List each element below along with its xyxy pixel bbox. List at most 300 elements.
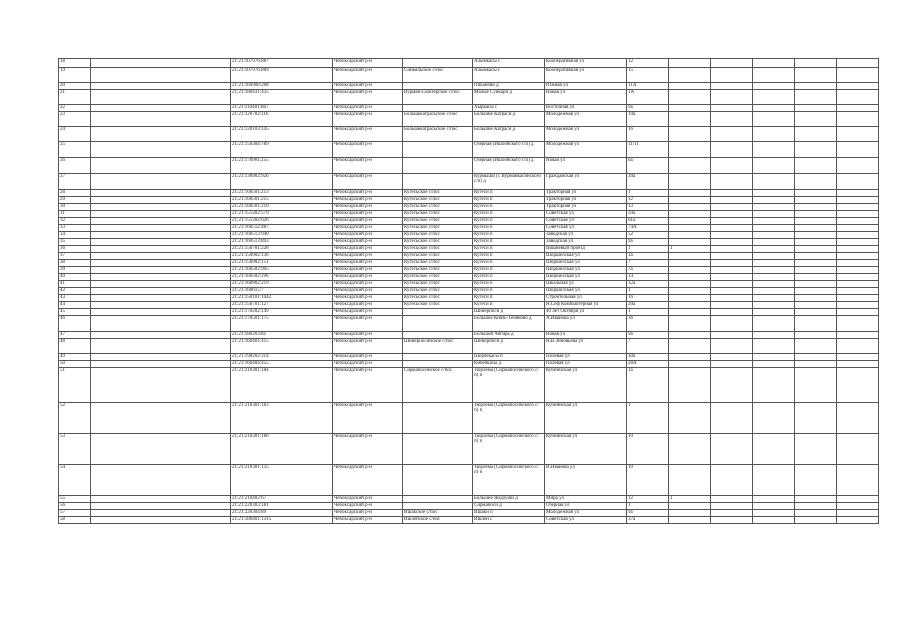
code-cell: 21:21:160502:196 [231, 274, 333, 281]
area-cell: Кугесьское с/пос [403, 190, 473, 197]
area-cell: Шинерпосинское с/пос [403, 339, 473, 354]
area-cell [403, 142, 473, 158]
empty-cell [753, 316, 795, 332]
empty-cell [711, 90, 753, 105]
empty-cell [837, 260, 879, 267]
empty-cell [753, 267, 795, 274]
empty-cell [753, 368, 795, 403]
data-table [58, 58, 879, 524]
empty-cell [837, 503, 879, 510]
empty-cell [91, 260, 231, 267]
house-cell: 36 [627, 316, 669, 332]
empty-cell [91, 83, 231, 90]
empty-cell [711, 295, 753, 302]
empty-cell [795, 309, 837, 316]
area-cell: Синьяльское с/пос [403, 68, 473, 83]
house-cell: 13 [627, 204, 669, 211]
area-cell: Вурман-Сюктерское с/пос [403, 90, 473, 105]
code-cell: 21:21:151202:626 [231, 218, 333, 225]
district-cell: Чебоксарский р-н [333, 218, 403, 225]
n-cell: 53 [59, 434, 91, 465]
settlement-cell: Озерная (Ишлейского с/п) д [473, 142, 545, 158]
street-cell: Молодежная ул [545, 112, 627, 127]
district-cell: Чебоксарский р-н [333, 246, 403, 253]
code-cell: 21:21:210301:184 [231, 368, 333, 403]
extra-cell [669, 274, 711, 281]
house-cell: 9а [627, 239, 669, 246]
code-cell: 21:21:150902:136 [231, 253, 333, 260]
empty-cell [837, 59, 879, 68]
empty-cell [753, 158, 795, 174]
empty-cell [91, 253, 231, 260]
empty-cell [711, 465, 753, 496]
district-cell: Чебоксарский р-н [333, 316, 403, 332]
code-cell: 21:21:150304:789 [231, 142, 333, 158]
settlement-cell: Алымкасы с [473, 68, 545, 83]
house-cell: 20а [627, 174, 669, 190]
area-cell [403, 465, 473, 496]
district-cell: Чебоксарский р-н [333, 281, 403, 288]
extra-cell [669, 197, 711, 204]
area-cell [403, 496, 473, 503]
empty-cell [837, 190, 879, 197]
district-cell: Чебоксарский р-н [333, 127, 403, 142]
district-cell: Чебоксарский р-н [333, 267, 403, 274]
area-cell: Большекатрасьское с/пос [403, 112, 473, 127]
empty-cell [795, 174, 837, 190]
table-row [59, 197, 879, 204]
house-cell: 1 [627, 403, 669, 434]
area-cell [403, 354, 473, 361]
empty-cell [711, 174, 753, 190]
street-cell: Кооперативная ул [545, 59, 627, 68]
empty-cell [837, 274, 879, 281]
empty-cell [795, 204, 837, 211]
street-cell: Гражданская ул [545, 174, 627, 190]
extra-cell [669, 239, 711, 246]
empty-cell [91, 510, 231, 517]
settlement-cell: Кугеси п [473, 281, 545, 288]
empty-cell [711, 339, 753, 354]
empty-cell [795, 112, 837, 127]
empty-cell [91, 218, 231, 225]
house-cell: 11/11 [627, 142, 669, 158]
empty-cell [753, 127, 795, 142]
settlement-cell: Кугеси п [473, 260, 545, 267]
empty-cell [711, 510, 753, 517]
empty-cell [837, 309, 879, 316]
table-row [59, 142, 879, 158]
empty-cell [711, 211, 753, 218]
extra-cell [669, 218, 711, 225]
empty-cell [753, 105, 795, 112]
empty-cell [91, 274, 231, 281]
settlement-cell: Курмыши (с Вурманкасинского с/п) д [473, 174, 545, 190]
empty-cell [795, 253, 837, 260]
settlement-cell: Шинерпоси д [473, 309, 545, 316]
code-cell: 21:21:150101:1042 [231, 295, 333, 302]
street-cell: Шоршелская ул [545, 288, 627, 295]
n-cell: 19 [59, 68, 91, 83]
settlement-cell: Кугеси п [473, 288, 545, 295]
area-cell: Кугесьское с/пос [403, 239, 473, 246]
empty-cell [837, 332, 879, 339]
empty-cell [711, 403, 753, 434]
house-cell: 15 [627, 68, 669, 83]
district-cell: Чебоксарский р-н [333, 174, 403, 190]
table-row [59, 274, 879, 281]
empty-cell [753, 309, 795, 316]
empty-cell [91, 288, 231, 295]
house-cell: 28А [627, 361, 669, 368]
empty-cell [795, 190, 837, 197]
area-cell [403, 158, 473, 174]
street-cell: Кубнинская ул [545, 434, 627, 465]
n-cell: 36 [59, 246, 91, 253]
n-cell: 51 [59, 368, 91, 403]
empty-cell [711, 142, 753, 158]
area-cell [403, 403, 473, 434]
n-cell: 48 [59, 339, 91, 354]
empty-cell [91, 112, 231, 127]
empty-cell [795, 361, 837, 368]
n-cell: 22 [59, 105, 91, 112]
house-cell: 52 [627, 232, 669, 239]
table-row [59, 267, 879, 274]
house-cell: 10 [627, 465, 669, 496]
empty-cell [91, 127, 231, 142]
empty-cell [795, 68, 837, 83]
code-cell: 21:21:220303:181 [231, 503, 333, 510]
empty-cell [837, 68, 879, 83]
street-cell: Молодежная ул [545, 127, 627, 142]
empty-cell [91, 239, 231, 246]
empty-cell [795, 211, 837, 218]
code-cell: 21:21:180401:1315 [231, 517, 333, 524]
extra-cell [669, 105, 711, 112]
empty-cell [91, 316, 231, 332]
area-cell: Кугесьское с/пос [403, 302, 473, 309]
empty-cell [91, 211, 231, 218]
settlement-cell: Кугеси п [473, 295, 545, 302]
area-cell: Кугесьское с/пос [403, 225, 473, 232]
code-cell: 21:21:180431:435 [231, 90, 333, 105]
empty-cell [711, 232, 753, 239]
district-cell: Чебоксарский р-н [333, 59, 403, 68]
empty-cell [837, 403, 879, 434]
empty-cell [753, 239, 795, 246]
area-cell [403, 105, 473, 112]
street-cell: Заводская ул [545, 232, 627, 239]
house-cell: 10 [627, 434, 669, 465]
empty-cell [795, 158, 837, 174]
extra-cell [669, 90, 711, 105]
empty-cell [753, 204, 795, 211]
empty-cell [795, 496, 837, 503]
n-cell: 30 [59, 204, 91, 211]
area-cell: Кугесьское с/пос [403, 281, 473, 288]
empty-cell [711, 302, 753, 309]
empty-cell [711, 361, 753, 368]
area-cell [403, 434, 473, 465]
street-cell: А.Иванова ул [545, 316, 627, 332]
empty-cell [837, 197, 879, 204]
code-cell: 21:21:160902:219 [231, 281, 333, 288]
code-cell: 21:21:120702:116 [231, 112, 333, 127]
table-row [59, 232, 879, 239]
district-cell: Чебоксарский р-н [333, 253, 403, 260]
street-cell: Шкальная ул [545, 281, 627, 288]
n-cell: 56 [59, 503, 91, 510]
n-cell: 41 [59, 281, 91, 288]
district-cell: Чебоксарский р-н [333, 434, 403, 465]
code-cell: 21:21:190202:314 [231, 354, 333, 361]
district-cell: Чебоксарский р-н [333, 465, 403, 496]
settlement-cell: Кугеси п [473, 274, 545, 281]
table-row [59, 316, 879, 332]
empty-cell [837, 127, 879, 142]
n-cell: 25 [59, 142, 91, 158]
empty-cell [711, 368, 753, 403]
code-cell: 21:21:210301:135 [231, 465, 333, 496]
house-cell: 11А [627, 83, 669, 90]
empty-cell [795, 354, 837, 361]
house-cell: 7а [627, 267, 669, 274]
street-cell: Вишневый проезд [545, 246, 627, 253]
settlement-cell: Большие Катраси д [473, 112, 545, 127]
empty-cell [711, 158, 753, 174]
house-cell: 7 [627, 260, 669, 267]
settlement-cell: Кугеси п [473, 302, 545, 309]
extra-cell [669, 260, 711, 267]
empty-cell [711, 253, 753, 260]
settlement-cell: Кугеси п [473, 204, 545, 211]
street-cell: Тракторная ул [545, 204, 627, 211]
extra-cell [669, 302, 711, 309]
empty-cell [753, 246, 795, 253]
table-row [59, 174, 879, 190]
area-cell: Ишакское с/пос [403, 510, 473, 517]
district-cell: Чебоксарский р-н [333, 510, 403, 517]
empty-cell [837, 174, 879, 190]
street-cell: Кубнинская ул [545, 403, 627, 434]
table-row [59, 158, 879, 174]
street-cell: 40 лет Октября ул [545, 309, 627, 316]
extra-cell [669, 295, 711, 302]
empty-cell [795, 59, 837, 68]
n-cell: 23 [59, 112, 91, 127]
empty-cell [795, 232, 837, 239]
area-cell: Кугесьское с/пос [403, 267, 473, 274]
table-row [59, 90, 879, 105]
empty-cell [837, 246, 879, 253]
district-cell: Чебоксарский р-н [333, 239, 403, 246]
code-cell: 21:21:160502:995 [231, 267, 333, 274]
table-row [59, 190, 879, 197]
n-cell: 32 [59, 218, 91, 225]
settlement-cell: Большие Яндоуши д [473, 496, 545, 503]
table-row [59, 59, 879, 68]
house-cell: 7 [627, 339, 669, 354]
n-cell: 26 [59, 158, 91, 174]
empty-cell [795, 127, 837, 142]
house-cell: 1А [627, 90, 669, 105]
extra-cell [669, 253, 711, 260]
table-row [59, 253, 879, 260]
street-cell: Озерная ул [545, 503, 627, 510]
empty-cell [753, 174, 795, 190]
house-cell: 9а [627, 332, 669, 339]
empty-cell [837, 361, 879, 368]
n-cell: 50 [59, 361, 91, 368]
empty-cell [753, 83, 795, 90]
n-cell: 37 [59, 253, 91, 260]
empty-cell [795, 517, 837, 524]
empty-cell [753, 274, 795, 281]
street-cell: Кооперативная ул [545, 68, 627, 83]
empty-cell [837, 83, 879, 90]
empty-cell [837, 316, 879, 332]
district-cell: Чебоксарский р-н [333, 190, 403, 197]
empty-cell [91, 403, 231, 434]
empty-cell [795, 267, 837, 274]
empty-cell [753, 354, 795, 361]
house-cell: 1 [627, 246, 669, 253]
empty-cell [711, 197, 753, 204]
empty-cell [91, 517, 231, 524]
code-cell: 21:21:160501:213 [231, 190, 333, 197]
empty-cell [795, 316, 837, 332]
code-cell: 21:21:160404:455 [231, 361, 333, 368]
house-cell: 6а [627, 158, 669, 174]
empty-cell [753, 339, 795, 354]
empty-cell [795, 434, 837, 465]
extra-cell [669, 211, 711, 218]
code-cell: 21:21:180203:81 [231, 332, 333, 339]
empty-cell [795, 197, 837, 204]
district-cell: Чебоксарский р-н [333, 339, 403, 354]
empty-cell [753, 465, 795, 496]
code-cell: 21:21:160512:487 [231, 225, 333, 232]
extra-cell [669, 232, 711, 239]
table-row [59, 339, 879, 354]
code-cell: 21:21:160401:415 [231, 339, 333, 354]
extra-cell [669, 510, 711, 517]
district-cell: Чебоксарский р-н [333, 112, 403, 127]
district-cell: Чебоксарский р-н [333, 332, 403, 339]
area-cell [403, 361, 473, 368]
empty-cell [795, 218, 837, 225]
extra-cell: 1 [669, 496, 711, 503]
street-cell: Тракторная ул [545, 197, 627, 204]
code-cell: 21:21:170202:149 [231, 309, 333, 316]
empty-cell [795, 403, 837, 434]
house-cell: 12 [627, 496, 669, 503]
n-cell: 24 [59, 127, 91, 142]
code-cell: 21:21:107976:889 [231, 68, 333, 83]
extra-cell [669, 68, 711, 83]
empty-cell [753, 232, 795, 239]
house-cell: 61а [627, 218, 669, 225]
empty-cell [753, 434, 795, 465]
area-cell: Кугесьское с/пос [403, 218, 473, 225]
empty-cell [753, 112, 795, 127]
extra-cell [669, 127, 711, 142]
street-cell: Советская ул [545, 218, 627, 225]
empty-cell [837, 232, 879, 239]
settlement-cell: Большие Катраси д [473, 127, 545, 142]
empty-cell [711, 260, 753, 267]
house-cell: 9а [627, 510, 669, 517]
settlement-cell: Озерная (Ишлейского с/п) д [473, 158, 545, 174]
street-cell: Полевая ул [545, 354, 627, 361]
empty-cell [711, 288, 753, 295]
extra-cell [669, 517, 711, 524]
empty-cell [91, 309, 231, 316]
table-row [59, 434, 879, 465]
empty-cell [91, 174, 231, 190]
empty-cell [795, 465, 837, 496]
empty-cell [91, 465, 231, 496]
table-row [59, 218, 879, 225]
empty-cell [753, 302, 795, 309]
empty-cell [91, 332, 231, 339]
empty-cell [711, 68, 753, 83]
empty-cell [795, 239, 837, 246]
district-cell: Чебоксарский р-н [333, 211, 403, 218]
area-cell: Кугесьское с/пос [403, 295, 473, 302]
area-cell: Кугесьское с/пос [403, 274, 473, 281]
empty-cell [837, 496, 879, 503]
area-cell: Сирмапосинское с/пос [403, 368, 473, 403]
n-cell: 55 [59, 496, 91, 503]
settlement-cell: Ишаки п [473, 510, 545, 517]
area-cell [403, 503, 473, 510]
house-cell: 16 [627, 127, 669, 142]
n-cell: 29 [59, 197, 91, 204]
house-cell: 1 [627, 288, 669, 295]
street-cell: Молодежная ул [545, 142, 627, 158]
empty-cell [795, 274, 837, 281]
house-cell: 1 [627, 503, 669, 510]
house-cell: 74А [627, 225, 669, 232]
table-row [59, 204, 879, 211]
district-cell: Чебоксарский р-н [333, 302, 403, 309]
settlement-cell: Сирмапоси д [473, 503, 545, 510]
n-cell: 28 [59, 190, 91, 197]
street-cell: Новая ул [545, 332, 627, 339]
n-cell: 27 [59, 174, 91, 190]
area-cell: Кугесьское с/пос [403, 253, 473, 260]
extra-cell [669, 59, 711, 68]
extra-cell [669, 174, 711, 190]
empty-cell [753, 197, 795, 204]
table-row [59, 211, 879, 218]
empty-cell [91, 361, 231, 368]
empty-cell [837, 281, 879, 288]
empty-cell [711, 218, 753, 225]
code-cell: 21:21:160908:268 [231, 83, 333, 90]
empty-cell [711, 112, 753, 127]
empty-cell [753, 517, 795, 524]
house-cell: 9а [627, 105, 669, 112]
extra-cell [669, 503, 711, 510]
empty-cell [711, 127, 753, 142]
settlement-cell: Хыркасы с [473, 105, 545, 112]
area-cell [403, 59, 473, 68]
settlement-cell: Кугеси п [473, 218, 545, 225]
table-row [59, 239, 879, 246]
